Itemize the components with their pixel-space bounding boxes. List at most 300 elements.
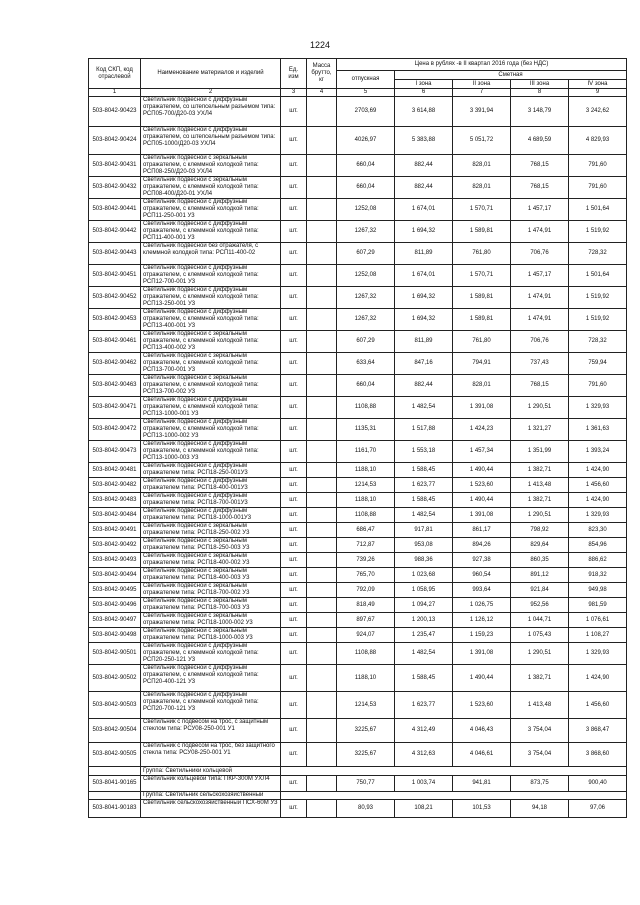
price-cell: 927,38 [453, 553, 511, 568]
item-name: Светильник подвесной с диффузным отражателем типа: РСП18-1000-001У3 [141, 508, 281, 523]
price-cell: 1252,08 [337, 199, 395, 221]
price-cell: 1 413,48 [511, 692, 569, 719]
price-cell: 1214,53 [337, 478, 395, 493]
price-cell: 761,80 [453, 331, 511, 353]
price-cell: 1 329,93 [569, 643, 627, 665]
price-cell: 1108,88 [337, 397, 395, 419]
group-label: Группа: Светильник сельскохозяйственный [141, 792, 281, 800]
price-cell: 882,44 [395, 375, 453, 397]
item-unit: шт. [281, 643, 307, 665]
table-row [89, 743, 627, 767]
header-name: Наименование материалов и изделий [141, 59, 281, 89]
price-cell: 660,04 [337, 155, 395, 177]
item-mass [307, 493, 337, 508]
price-cell: 1188,10 [337, 463, 395, 478]
price-cell: 1 589,81 [453, 221, 511, 243]
item-name: Светильник подвесной с зеркальным отражателем типа: РСП18-250-003 У3 [141, 538, 281, 553]
price-cell: 3225,67 [337, 743, 395, 767]
price-cell: 739,26 [337, 553, 395, 568]
price-cell: 811,89 [395, 243, 453, 265]
item-code: 503-8042-90442 [89, 221, 141, 243]
item-mass [307, 155, 337, 177]
table-row [89, 287, 627, 309]
price-table-body [89, 97, 627, 818]
item-name: Светильник с подвесом на трос, с защитным стеклом типа: РСУ08-250-001 У1 [141, 719, 281, 743]
item-code: 503-8042-90452 [89, 287, 141, 309]
price-cell: 1 501,64 [569, 199, 627, 221]
item-name: Светильник подвесной с диффузным отражателем, с клеммной колодкой типа: РСП13-400-001 У3 [141, 309, 281, 331]
price-cell: 2703,69 [337, 97, 395, 127]
price-cell: 1214,53 [337, 692, 395, 719]
item-code: 503-8042-90501 [89, 643, 141, 665]
group-spacer-cell [281, 767, 627, 776]
item-name: Светильник подвесной с зеркальным отражателем, с клеммной колодкой типа: РСП13-700-001 У3 [141, 353, 281, 375]
price-cell: 882,44 [395, 155, 453, 177]
price-cell: 1 490,44 [453, 463, 511, 478]
item-unit: шт. [281, 397, 307, 419]
item-mass [307, 568, 337, 583]
item-code: 503-8042-90497 [89, 613, 141, 628]
price-cell: 1 589,81 [453, 287, 511, 309]
table-row [89, 583, 627, 598]
price-cell: 768,15 [511, 375, 569, 397]
table-row [89, 719, 627, 743]
group-label: Группа: Светильники кольцевой [141, 767, 281, 776]
item-unit: шт. [281, 665, 307, 692]
price-cell: 3225,67 [337, 719, 395, 743]
price-cell: 1 058,95 [395, 583, 453, 598]
item-code: 503-8042-90431 [89, 155, 141, 177]
group-spacer-cell [89, 792, 141, 800]
price-cell: 886,62 [569, 553, 627, 568]
item-name: Светильник подвесной с зеркальным отражателем типа: РСП18-700-002 У3 [141, 583, 281, 598]
item-name: Светильник с подвесом на трос, без защитного стекла типа: РСУ08-250-001 У1 [141, 743, 281, 767]
price-cell: 897,67 [337, 613, 395, 628]
table-row [89, 598, 627, 613]
price-cell: 847,16 [395, 353, 453, 375]
item-mass [307, 643, 337, 665]
item-name: Светильник подвесной с диффузным отражателем, с клеммной колодкой типа: РСП13-1000-001 У3 [141, 397, 281, 419]
item-mass [307, 538, 337, 553]
item-mass [307, 478, 337, 493]
price-cell: 1 501,64 [569, 265, 627, 287]
price-cell: 4 312,63 [395, 743, 453, 767]
item-mass [307, 719, 337, 743]
item-mass [307, 441, 337, 463]
item-unit: шт. [281, 478, 307, 493]
price-cell: 1 382,71 [511, 463, 569, 478]
price-cell: 737,43 [511, 353, 569, 375]
item-code: 503-8042-90463 [89, 375, 141, 397]
price-cell: 633,64 [337, 353, 395, 375]
price-cell: 728,32 [569, 331, 627, 353]
table-row [89, 523, 627, 538]
price-cell: 791,60 [569, 155, 627, 177]
price-cell: 1 382,71 [511, 665, 569, 692]
item-mass [307, 613, 337, 628]
item-mass [307, 97, 337, 127]
item-unit: шт. [281, 800, 307, 818]
price-cell: 1 456,60 [569, 692, 627, 719]
item-mass [307, 598, 337, 613]
item-mass [307, 221, 337, 243]
table-row [89, 478, 627, 493]
header-estimate: Сметная [395, 71, 627, 80]
item-name: Светильник подвесной с зеркальным отражателем, с клеммной колодкой типа: РСП13-700-002 У3 [141, 375, 281, 397]
item-code: 503-8042-90492 [89, 538, 141, 553]
price-cell: 1 482,54 [395, 643, 453, 665]
price-cell: 4 046,43 [453, 719, 511, 743]
item-code: 503-8042-90484 [89, 508, 141, 523]
price-cell: 798,92 [511, 523, 569, 538]
price-cell: 917,81 [395, 523, 453, 538]
price-cell: 1 075,43 [511, 628, 569, 643]
table-row [89, 508, 627, 523]
item-code: 503-8042-90462 [89, 353, 141, 375]
item-code: 503-8042-90505 [89, 743, 141, 767]
price-cell: 1 044,71 [511, 613, 569, 628]
table-row [89, 375, 627, 397]
item-code: 503-8042-90494 [89, 568, 141, 583]
table-row [89, 265, 627, 287]
price-cell: 728,32 [569, 243, 627, 265]
item-unit: шт. [281, 613, 307, 628]
table-row [89, 463, 627, 478]
item-unit: шт. [281, 692, 307, 719]
price-cell: 981,59 [569, 598, 627, 613]
item-unit: шт. [281, 719, 307, 743]
price-cell: 1 694,32 [395, 287, 453, 309]
col-index: 8 [511, 89, 569, 97]
item-unit: шт. [281, 419, 307, 441]
price-cell: 828,01 [453, 177, 511, 199]
col-index: 7 [453, 89, 511, 97]
item-code: 503-8042-90498 [89, 628, 141, 643]
price-cell: 1 382,71 [511, 493, 569, 508]
price-cell: 1 290,51 [511, 643, 569, 665]
table-row [89, 397, 627, 419]
price-cell: 1 413,48 [511, 478, 569, 493]
item-mass [307, 199, 337, 221]
item-code: 503-8042-90423 [89, 97, 141, 127]
price-cell: 5 051,72 [453, 127, 511, 155]
item-name: Светильник подвесной с диффузным отражателем, с клеммной колодкой типа: РСП11-250-001 У3 [141, 199, 281, 221]
price-cell: 792,09 [337, 583, 395, 598]
item-unit: шт. [281, 493, 307, 508]
table-row [89, 419, 627, 441]
price-cell: 80,93 [337, 800, 395, 818]
group-row [89, 767, 627, 776]
item-unit: шт. [281, 568, 307, 583]
price-cell: 1 290,51 [511, 508, 569, 523]
header-release: отпускная [337, 71, 395, 89]
header-zone4: IV зона [569, 80, 627, 89]
price-cell: 1 519,92 [569, 309, 627, 331]
item-name: Светильник подвесной с зеркальным отражателем типа: РСП18-400-003 У3 [141, 568, 281, 583]
item-name: Светильник подвесной с диффузным отражателем, со штепсельным разъемом типа: РСП05-1000/Д20-03 УХЛ4 [141, 127, 281, 155]
table-row [89, 221, 627, 243]
item-unit: шт. [281, 221, 307, 243]
price-cell: 1267,32 [337, 309, 395, 331]
price-cell: 828,01 [453, 155, 511, 177]
price-cell: 952,56 [511, 598, 569, 613]
price-cell: 686,47 [337, 523, 395, 538]
price-cell: 3 614,88 [395, 97, 453, 127]
item-code: 503-8042-90443 [89, 243, 141, 265]
price-cell: 860,35 [511, 553, 569, 568]
price-cell: 1267,32 [337, 221, 395, 243]
header-zone3: III зона [511, 80, 569, 89]
item-mass [307, 177, 337, 199]
price-cell: 3 242,62 [569, 97, 627, 127]
item-name: Светильник подвесной с зеркальным отражателем, с клеммной колодкой типа: РСП08-250/Д20-03 УХЛ4 [141, 155, 281, 177]
price-cell: 960,54 [453, 568, 511, 583]
price-cell: 768,15 [511, 155, 569, 177]
item-name: Светильник подвесной с диффузным отражателем, с клеммной колодкой типа: РСП20-250-121 У3 [141, 643, 281, 665]
price-cell: 1 003,74 [395, 776, 453, 792]
price-cell: 1 200,13 [395, 613, 453, 628]
item-mass [307, 743, 337, 767]
price-cell: 1108,88 [337, 508, 395, 523]
price-cell: 761,80 [453, 243, 511, 265]
item-name: Светильник подвесной с диффузным отражателем типа: РСП18-250-001У3 [141, 463, 281, 478]
price-cell: 94,18 [511, 800, 569, 818]
item-name: Светильник сельскохозяйственный ПСХ-60М У3 [141, 800, 281, 818]
price-cell: 1 456,60 [569, 478, 627, 493]
price-cell: 1 623,77 [395, 478, 453, 493]
table-row [89, 493, 627, 508]
item-mass [307, 776, 337, 792]
price-cell: 953,08 [395, 538, 453, 553]
price-cell: 1 570,71 [453, 265, 511, 287]
item-unit: шт. [281, 553, 307, 568]
col-index: 4 [307, 89, 337, 97]
item-unit: шт. [281, 508, 307, 523]
item-code: 503-8042-90503 [89, 692, 141, 719]
table-row [89, 628, 627, 643]
price-cell: 854,96 [569, 538, 627, 553]
price-cell: 823,30 [569, 523, 627, 538]
price-cell: 1 457,17 [511, 265, 569, 287]
price-cell: 918,32 [569, 568, 627, 583]
table-row [89, 800, 627, 818]
table-row [89, 538, 627, 553]
col-index: 1 [89, 89, 141, 97]
item-mass [307, 243, 337, 265]
item-unit: шт. [281, 331, 307, 353]
price-cell: 993,64 [453, 583, 511, 598]
item-code: 503-8041-90183 [89, 800, 141, 818]
price-cell: 1 424,90 [569, 665, 627, 692]
price-cell: 1135,31 [337, 419, 395, 441]
price-cell: 1 570,71 [453, 199, 511, 221]
item-code: 503-8042-90482 [89, 478, 141, 493]
price-cell: 4 312,49 [395, 719, 453, 743]
header-price-title: Цена в рублях -в II квартал 2016 года (без НДС) [337, 59, 627, 71]
item-mass [307, 692, 337, 719]
item-code: 503-8042-90483 [89, 493, 141, 508]
price-cell: 791,60 [569, 375, 627, 397]
table-row [89, 553, 627, 568]
price-cell: 811,89 [395, 331, 453, 353]
item-mass [307, 628, 337, 643]
item-unit: шт. [281, 199, 307, 221]
item-unit: шт. [281, 523, 307, 538]
price-cell: 1 623,77 [395, 692, 453, 719]
table-row [89, 568, 627, 583]
table-row [89, 309, 627, 331]
item-unit: шт. [281, 743, 307, 767]
price-cell: 1 391,08 [453, 643, 511, 665]
item-name: Светильник подвесной с зеркальным отражателем, с клеммной колодкой типа: РСП13-400-002 У3 [141, 331, 281, 353]
item-name: Светильник подвесной с диффузным отражателем, с клеммной колодкой типа: РСП12-700-001 У3 [141, 265, 281, 287]
price-cell: 894,26 [453, 538, 511, 553]
price-cell: 706,76 [511, 331, 569, 353]
price-cell: 759,94 [569, 353, 627, 375]
price-cell: 706,76 [511, 243, 569, 265]
item-name: Светильник подвесной с диффузным отражателем, с клеммной колодкой типа: РСП13-1000-002 У3 [141, 419, 281, 441]
price-cell: 5 383,88 [395, 127, 453, 155]
col-index: 6 [395, 89, 453, 97]
price-cell: 108,21 [395, 800, 453, 818]
col-index: 9 [569, 89, 627, 97]
item-mass [307, 463, 337, 478]
item-mass [307, 553, 337, 568]
price-cell: 949,98 [569, 583, 627, 598]
price-cell: 1 424,90 [569, 493, 627, 508]
price-cell: 4 689,59 [511, 127, 569, 155]
table-row [89, 692, 627, 719]
item-unit: шт. [281, 538, 307, 553]
price-cell: 1 474,91 [511, 287, 569, 309]
price-table [88, 58, 627, 818]
item-mass [307, 419, 337, 441]
item-code: 503-8042-90502 [89, 665, 141, 692]
item-unit: шт. [281, 353, 307, 375]
price-cell: 791,60 [569, 177, 627, 199]
table-row [89, 127, 627, 155]
item-unit: шт. [281, 776, 307, 792]
item-code: 503-8042-90504 [89, 719, 141, 743]
price-cell: 3 754,04 [511, 719, 569, 743]
price-cell: 1 694,32 [395, 221, 453, 243]
price-cell: 1 588,45 [395, 493, 453, 508]
price-cell: 660,04 [337, 375, 395, 397]
item-mass [307, 397, 337, 419]
price-cell: 1 329,93 [569, 508, 627, 523]
item-unit: шт. [281, 243, 307, 265]
table-row [89, 199, 627, 221]
item-code: 503-8042-90495 [89, 583, 141, 598]
item-name: Светильник подвесной с зеркальным отражателем типа: РСП18-250-002 У3 [141, 523, 281, 538]
price-cell: 924,07 [337, 628, 395, 643]
item-code: 503-8042-90472 [89, 419, 141, 441]
price-cell: 1 482,54 [395, 397, 453, 419]
price-cell: 1 108,27 [569, 628, 627, 643]
item-name: Светильник подвесной с диффузным отражателем типа: РСП18-700-001У3 [141, 493, 281, 508]
item-name: Светильник подвесной с зеркальным отражателем типа: РСП18-1000-002 У3 [141, 613, 281, 628]
table-row [89, 155, 627, 177]
item-code: 503-8042-90473 [89, 441, 141, 463]
item-unit: шт. [281, 127, 307, 155]
group-spacer-cell [89, 767, 141, 776]
price-cell: 1 474,91 [511, 221, 569, 243]
price-cell: 861,17 [453, 523, 511, 538]
item-mass [307, 508, 337, 523]
table-row [89, 643, 627, 665]
price-cell: 3 868,47 [569, 719, 627, 743]
item-unit: шт. [281, 441, 307, 463]
header-unit: Ед. изм [281, 59, 307, 89]
price-cell: 4 829,93 [569, 127, 627, 155]
price-cell: 1 424,23 [453, 419, 511, 441]
price-cell: 3 754,04 [511, 743, 569, 767]
item-code: 503-8042-90481 [89, 463, 141, 478]
price-cell: 1 159,23 [453, 628, 511, 643]
price-cell: 3 391,94 [453, 97, 511, 127]
item-mass [307, 353, 337, 375]
price-cell: 1108,88 [337, 643, 395, 665]
price-cell: 1 588,45 [395, 463, 453, 478]
col-index: 2 [141, 89, 281, 97]
item-unit: шт. [281, 155, 307, 177]
item-code: 503-8042-90471 [89, 397, 141, 419]
item-code: 503-8042-90424 [89, 127, 141, 155]
price-cell: 1 694,32 [395, 309, 453, 331]
price-cell: 1 457,34 [453, 441, 511, 463]
price-cell: 1267,32 [337, 287, 395, 309]
header-mass: Масса брутто, кг [307, 59, 337, 89]
item-unit: шт. [281, 463, 307, 478]
price-cell: 3 148,79 [511, 97, 569, 127]
price-cell: 829,64 [511, 538, 569, 553]
price-cell: 607,29 [337, 243, 395, 265]
price-cell: 1 553,18 [395, 441, 453, 463]
price-cell: 97,06 [569, 800, 627, 818]
price-cell: 1 490,44 [453, 493, 511, 508]
item-name: Светильник подвесной с зеркальным отражателем, с клеммной колодкой типа: РСП08-400/Д20-01 УХЛ4 [141, 177, 281, 199]
item-name: Светильник подвесной с диффузным отражателем, с клеммной колодкой типа: РСП11-400-001 У3 [141, 221, 281, 243]
item-mass [307, 287, 337, 309]
price-cell: 1 023,68 [395, 568, 453, 583]
price-cell: 1 589,81 [453, 309, 511, 331]
price-cell: 1 026,75 [453, 598, 511, 613]
price-cell: 768,15 [511, 177, 569, 199]
item-name: Светильник подвесной с диффузным отражателем, с клеммной колодкой типа: РСП20-400-121 У3 [141, 665, 281, 692]
item-name: Светильник подвесной с диффузным отражателем, со штепсельным разъемом типа: РСП05-700/Д20-03 УХЛ4 [141, 97, 281, 127]
price-cell: 1 519,92 [569, 287, 627, 309]
item-mass [307, 375, 337, 397]
item-name: Светильник подвесной с зеркальным отражателем типа: РСП18-1000-003 У3 [141, 628, 281, 643]
price-cell: 794,91 [453, 353, 511, 375]
price-cell: 660,04 [337, 177, 395, 199]
item-mass [307, 665, 337, 692]
table-row [89, 331, 627, 353]
price-cell: 1 329,93 [569, 397, 627, 419]
item-code: 503-8042-90451 [89, 265, 141, 287]
price-cell: 1 391,08 [453, 397, 511, 419]
price-cell: 1 588,45 [395, 665, 453, 692]
price-cell: 1 361,63 [569, 419, 627, 441]
price-cell: 941,81 [453, 776, 511, 792]
table-row [89, 665, 627, 692]
price-cell: 1 290,51 [511, 397, 569, 419]
price-cell: 1 523,60 [453, 478, 511, 493]
item-unit: шт. [281, 309, 307, 331]
table-row [89, 97, 627, 127]
price-cell: 750,77 [337, 776, 395, 792]
col-index: 5 [337, 89, 395, 97]
